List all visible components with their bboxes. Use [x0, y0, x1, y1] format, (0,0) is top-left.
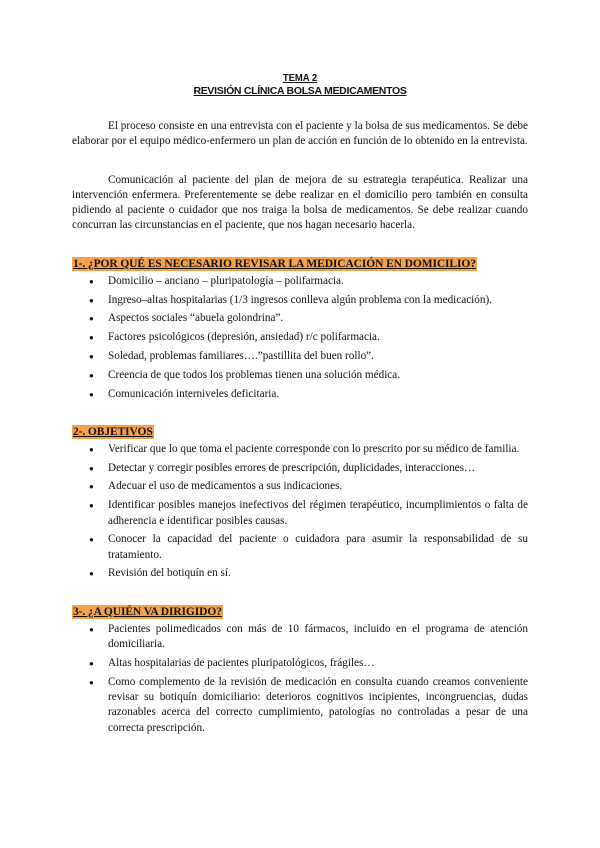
- intro-paragraph: El proceso consiste en una entrevista con el paciente y la bolsa de sus medicamentos. Se debe elaborar por el equipo médico-enfermero un plan de acción en función de lo obtenido en la entrevista.: [72, 120, 528, 148]
- list-item: ● Pacientes polimedicados con más de 10 fármacos, incluido en el programa de atención domiciliaria.: [72, 622, 528, 653]
- list-item: ● Adecuar el uso de medicamentos a sus indicaciones.: [72, 479, 528, 494]
- section-heading-objectives: 2-. OBJETIVOS: [73, 425, 153, 438]
- list-item: ● Detectar y corregir posibles errores de prescripción, duplicidades, interacciones…: [72, 461, 528, 476]
- bullet-list-why: [72, 274, 528, 402]
- list-item: ● Verificar que lo que toma el paciente corresponde con lo prescrito por su médico de familia.: [72, 442, 528, 457]
- bullet-list-objectives: [72, 442, 528, 582]
- list-item: ● Conocer la capacidad del paciente o cuidadora para asumir la responsabilidad de su tratamiento.: [72, 532, 528, 563]
- list-item: ● Comunicación interniveles deficitaria.: [72, 387, 528, 402]
- list-item: ● Altas hospitalarias de pacientes pluripatológicos, frágiles…: [72, 656, 528, 671]
- bullet-list-audience: [72, 622, 528, 736]
- list-item: ● Ingreso–altas hospitalarias (1/3 ingresos conlleva algún problema con la medicación).: [72, 293, 528, 308]
- intro-paragraph: Comunicación al paciente del plan de mejora de su estrategia terapéutica. Realizar una intervención enfermera. Preferentemente se debe realizar en el domicilio pero también en consulta pidiendo al paciente o cuidador que nos traiga la bolsa de medicamentos. Se debe realizar cuando concurran las circunstancias en el paciente, que nos hagan necesario hacerla.: [72, 173, 528, 232]
- list-item: ● Aspectos sociales “abuela golondrina”.: [72, 311, 528, 326]
- list-item: ● Como complemento de la revisión de medicación en consulta cuando creamos conveniente revisar su botiquín domiciliario: deterioros cognitivos incipientes, incongruencias, dudas razonables acerca del correcto cumplimiento, patologías no controladas a pesar de una correcta prescripción.: [72, 675, 528, 736]
- list-item: ● Factores psicológicos (depresión, ansiedad) r/c polifarmacia.: [72, 330, 528, 345]
- section-heading-why: 1-. ¿POR QUÉ ES NECESARIO REVISAR LA MEDICACIÓN EN DOMICILIO?: [73, 257, 476, 270]
- list-item: ● Revisión del botiquín en sí.: [72, 566, 528, 581]
- doc-title: TEMA 2: [282, 72, 318, 84]
- document-page: [72, 72, 528, 739]
- list-item: ● Domicilio – anciano – pluripatología – polifarmacia.: [72, 274, 528, 289]
- doc-subtitle: REVISIÓN CLÍNICA BOLSA MEDICAMENTOS: [193, 85, 407, 97]
- list-item: ● Identificar posibles manejos inefectivos del régimen terapéutico, incumplimientos o falta de adherencia e identificar posibles causas.: [72, 498, 528, 529]
- list-item: ● Creencia de que todos los problemas tienen una solución médica.: [72, 368, 528, 383]
- list-item: ● Soledad, problemas familiares….”pastillita del buen rollo”.: [72, 349, 528, 364]
- section-heading-audience: 3-. ¿A QUIÉN VA DIRIGIDO?: [73, 605, 222, 618]
